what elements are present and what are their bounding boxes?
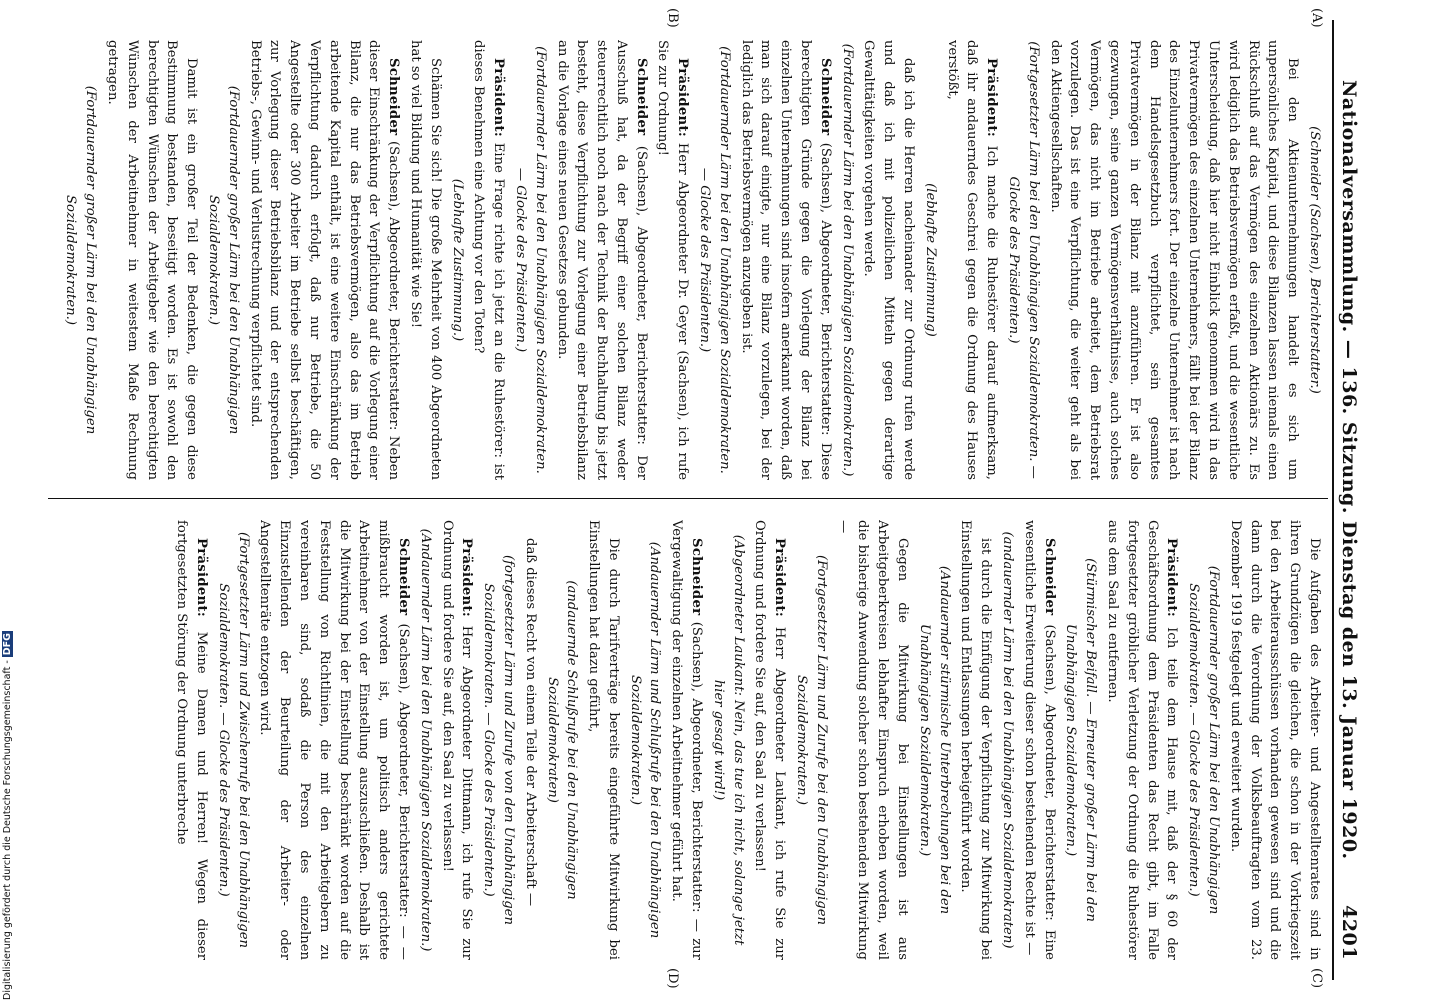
paragraph-text: (Fortgesetzter Lärm und Zurufe bei den Unabhängigen Sozialdemokraten.) — [794, 554, 829, 926]
stage-direction — [997, 520, 1017, 960]
paragraph-text: (Fortgesetzter Lärm und Zwischenrufe bei den Unabhängigen Sozialdemokraten. — Glocke des Präsidenten.) — [215, 531, 251, 949]
paragraph-text: daß ich die Herren nacheinander zur Ordnung rufen werde und daß ich mit polizeilichen Mitteln gegen derartige Gewalttätigkeiten vorgehen werde. — [861, 40, 917, 480]
speech-paragraph — [405, 40, 445, 480]
paragraph-text: Bei den Aktienunternehmungen handelt es sich um unpersönliches Kapital, und diese Bilanzen lassen niemals einen Rückschluß auf das Vermögen des einzelnen Aktionärs zu. Es wird lediglich das Betriebsvermögen erfaßt, und die wesentliche Unterscheidung, daß hier nicht Einblick genommen wird in das Privatvermögen des einzelnen Unternehmers, fällt bei der Bilanz des Einzelunternehmers fort. Der einzelne Unternehmer ist nach dem Handelsgesetzbuch verpflichtet, sein gesamtes Privatvermögen in der Bilanz mit anzuführen. Er ist also gezwungen, seine ganzen Vermögensverhältnisse, auch solches Vermögen, das nicht im Betriebe arbeitet, dem Betriebsrat vorzulegen. Das ist eine Verpflichtung, die weiter geht als bei den Aktiengesellschaften. — [1047, 40, 1301, 480]
speech-paragraph — [833, 520, 912, 960]
margin-marker-c: (C) — [1309, 968, 1324, 989]
stage-direction — [920, 40, 940, 480]
paragraph-text: (Fortgesetzter Lärm bei den Unabhängigen Sozialdemokraten. — Glocke des Präsidenten.) — [1006, 41, 1041, 479]
speech-paragraph — [1019, 520, 1059, 960]
paragraph-text: Herr Abgeordneter Dittmann, ich rufe Sie zur Ordnung und fordere Sie auf, den Saal zu verlassen! — [439, 520, 475, 960]
paragraph-text: (fortgesetzter Lärm und Zurufe von den Unabhängigen Sozialdemokraten. — Glocke des Präsidenten.) — [481, 555, 516, 925]
speech-paragraph — [956, 520, 996, 960]
paragraph-text: (Fortdauernder Lärm bei den Unabhängigen Sozialdemokraten.) — [839, 43, 855, 477]
stage-direction — [510, 40, 550, 480]
page-number: 4201 — [1338, 905, 1360, 960]
paragraph-text: Herr Abgeordneter Dr. Geyer (Sachsen), ich rufe Sie zur Ordnung! — [655, 40, 691, 480]
speaker-name: Präsident: — [459, 538, 475, 618]
speaker-name: Präsident: — [491, 58, 507, 138]
paragraph-text: (andauernde Schlußrufe bei den Unabhängigen Sozialdemokraten) — [544, 580, 580, 900]
speech-paragraph — [1225, 520, 1324, 960]
stage-direction — [1003, 40, 1043, 480]
paragraph-text: (lebhafte Zustimmung) — [922, 183, 938, 337]
speaker-name: Schneider — [1041, 538, 1057, 616]
speech-paragraph — [859, 40, 918, 480]
paragraph-text: (Sachsen), Abgeordneter, Berichterstatter: Diese berechtigten Gründe gegen die Vorlegung der Bilanz bei einzelnen Unternehmungen sind insofern anerkannt worden, daß man sich darauf einigte, nur eine Bilanz vorzulegen, bei der lediglich das Betriebsvermögen anzugeben ist. — [738, 40, 833, 480]
paragraph-text: (Sachsen), Abgeordneter, Berichterstatter: — — mißbraucht worden ist, um politisch anders gerichtete Arbeitnehmer von der Einstellung auszuschließen. Deshalb ist die Mitwirkung bei der Einstellung beschränkt worden auf die Feststellung von Richtlinien, die mit den Arbeitgebern zu vereinbaren sind, sodaß die Person des einzelnen Einzustellenden der Beurteilung der Arbeiter- oder Angestelltenräte entzogen wird. — [257, 520, 411, 960]
speech-paragraph — [750, 520, 790, 960]
paragraph-text: (Andauernder Lärm bei den Unabhängigen Sozialdemokraten.) — [417, 528, 433, 952]
speech-paragraph — [171, 520, 211, 960]
speech-paragraph — [667, 520, 707, 960]
digitization-footer — [2, 631, 14, 1000]
paragraph-text: Ich mache die Ruhestörer darauf aufmerksam, daß ihr andauerndes Geschrei gegen die Ordnung des Hauses verstößt, — [944, 40, 1000, 480]
dfg-logo: DFG — [2, 633, 13, 656]
speech-paragraph — [255, 520, 413, 960]
speech-paragraph — [469, 40, 509, 480]
stage-direction — [791, 520, 831, 960]
stage-direction — [625, 520, 665, 960]
speaker-name: Präsident: — [193, 538, 209, 618]
speaker-name: Schneider — [689, 538, 705, 616]
paragraph-text: (Sachsen), Abgeordneter, Berichterstatter: Der Ausschuß hat, da der Begriff einer solchen Bilanz weder steuerrechtlich noch nach der Technik der Buchhaltung bis jetzt besteht, diese Verpflichtung zur Vorlegung einer Betriebsbilanz an die Vorlage eines neuen Gesetzes gebunden. — [554, 40, 649, 480]
header-title: Nationalversammlung. — 136. Sitzung. Dienstag den 13. Januar 1920. — [1338, 80, 1360, 860]
stage-direction — [447, 40, 467, 480]
paragraph-text: (Fortdauernder großer Lärm bei den Unabhängigen Sozialdemokraten.) — [63, 85, 99, 435]
stage-direction — [914, 520, 954, 960]
speech-paragraph — [1045, 40, 1302, 480]
stage-direction — [542, 520, 582, 960]
paragraph-text: (Stürmischer Beifall. — Erneuter großer Lärm bei den Unabhängigen Sozialdemokraten.) — [1063, 558, 1099, 922]
speaker-name: Präsident: — [675, 58, 691, 138]
speaker-name: Präsident: — [1164, 538, 1180, 618]
speaker-name: Präsident: — [772, 538, 788, 618]
stage-direction — [708, 520, 748, 960]
margin-marker-d: (D) — [665, 968, 680, 989]
paragraph-text: (Abgeordneter Laukant: Nein, das tue ich nicht, solange jetzt hier gesagt wird!) — [710, 534, 746, 946]
paragraph-text: (Andauernder stürmische Unterbrechungen bei den Unabhängigen Sozialdemokraten.) — [916, 565, 952, 915]
speaker-name: Präsident: — [984, 58, 1000, 138]
paragraph-text: Die durch Tarifverträge bereits eingeführte Mitwirkung bei Einstellungen hat dazu geführt, — [586, 520, 621, 960]
column-divider — [48, 498, 1328, 499]
footer-text: Digitalisierung gefördert durch die Deutsche Forschungsgemeinschaft - — [2, 660, 13, 1000]
stage-direction — [415, 520, 435, 960]
margin-marker-a: (A) — [1309, 8, 1324, 28]
speaker-name: Schneider — [817, 58, 833, 136]
speech-paragraph — [1102, 520, 1181, 960]
paragraph-text: (Sachsen), Abgeordneter, Berichterstatter: Neben dieser Einschränkung der Verpflichtung auf die Vorlegung einer Bilanz, die nur das Betriebsvermögen, also das im Betrieb arbeitende Kapital enthält, ist eine weitere Einschränkung der Verpflichtung dadurch erfolgt, daß nur Betriebe, die 50 Angestellte oder 300 Arbeiter im Betriebe selbst beschäftigen, zur Vorlegung dieser Betriebsbilanz und der entsprechenden Betriebs-, Gewinn- und Verlustrechnung verpflichtet sind. — [247, 40, 402, 480]
margin-marker-b: (B) — [665, 8, 680, 28]
scanned-page — [10, 0, 1380, 1000]
page-header — [1332, 20, 1360, 980]
paragraph-text: Schämen Sie sich! Die große Mehrheit von 400 Abgeordneten hat so viel Bildung und Humanität wie Sie! — [407, 40, 443, 480]
speech-paragraph — [520, 520, 540, 960]
speaker-name: Schneider — [633, 58, 649, 136]
paragraph-text: (Fortdauernder großer Lärm bei den Unabhängigen Sozialdemokraten. — Glocke des Präsidenten.) — [1186, 565, 1222, 915]
right-text-column — [54, 520, 1324, 960]
paragraph-text: ist durch die Einfügung der Verpflichtung zur Mitwirkung bei Einstellungen und Entlassungen herbeigeführt worden. — [958, 520, 994, 960]
speaker-name: Schneider — [395, 538, 411, 616]
paragraph-text: (Schneider (Sachsen), Berichterstatter.) — [1307, 126, 1322, 394]
paragraph-text: Ich teile dem Hause mit, daß der § 60 der Geschäftsordnung dem Präsidenten das Recht gibt, im Falle fortgesetzter gröblicher Verletzung der Ordnung die Ruhestörer aus dem Saal zu entfernen. — [1105, 520, 1180, 960]
stage-direction — [478, 520, 518, 960]
stage-direction — [203, 40, 243, 480]
paragraph-text: (Sachsen), Abgeordneter, Berichterstatter: — zur Vergewaltigung der einzelnen Arbeitnehmer geführt hat. — [669, 520, 705, 960]
paragraph-text: Die Aufgaben des Arbeiter- und Angestelltenrates sind in ihren Grundzügen die gleichen, die schon in der Vorkriegszeit bei den Arbeiterausschüssen vorhanden gewesen sind und die dann durch die Verordnung der Volksbeauftragten vom 23. Dezember 1919 festgelegt und erweitert wurden. — [1227, 520, 1322, 960]
paragraph-text: (Fortdauernder Lärm bei den Unabhängigen Sozialdemokraten. — Glocke des Präsidenten.) — [697, 46, 732, 474]
stage-direction — [1304, 40, 1324, 480]
paragraph-text: Meine Damen und Herren! Wegen dieser fortgesetzten Störung der Ordnung unterbreche — [174, 520, 209, 960]
stage-direction — [61, 40, 101, 480]
speech-paragraph — [736, 40, 835, 480]
paragraph-text: Damit ist ein großer Teil der Bedenken, die gegen diese Bestimmung bestanden, beseitigt worden. Es ist sowohl den berechtigten Wünschen der Arbeitgeber wie den berechtigten Wünschen der Arbeitnehmer in weitestem Maße Rechnung getragen. — [104, 40, 200, 480]
stage-direction — [213, 520, 253, 960]
paragraph-text: (Sachsen), Abgeordneter, Berichterstatter: Eine wesentliche Erweiterung dieser schon bestehenden Rechte ist — — [1021, 520, 1057, 960]
speech-paragraph — [942, 40, 1001, 480]
left-text-column — [54, 40, 1324, 480]
stage-direction — [837, 40, 857, 480]
paragraph-text: Herr Abgeordneter Laukant, ich rufe Sie zur Ordnung und fordere Sie auf, den Saal zu verlassen! — [752, 520, 788, 960]
paragraph-text: (Fortdauernder Lärm bei den Unabhängigen Sozialdemokraten. — Glocke des Präsidenten.) — [512, 46, 548, 474]
stage-direction — [1183, 520, 1223, 960]
speech-paragraph — [653, 40, 693, 480]
paragraph-text: (Fortdauernder großer Lärm bei den Unabhängigen Sozialdemokraten.) — [205, 85, 241, 435]
paragraph-text: (Andauernder Lärm und Schlußrufe bei den Unabhängigen Sozialdemokraten.) — [627, 541, 663, 939]
speaker-name: Schneider — [386, 58, 402, 136]
speech-paragraph — [245, 40, 403, 480]
speech-paragraph — [552, 40, 651, 480]
paragraph-text: (andauernder Lärm bei den Unabhängigen Sozialdemokraten) — [1000, 531, 1016, 949]
speech-paragraph — [437, 520, 477, 960]
paragraph-text: (Lebhafte Zustimmung.) — [449, 178, 465, 342]
paragraph-text: Gegen die Mitwirkung bei Einstellungen ist aus Arbeitgeberkreisen lebhafter Einspruch erhoben worden, weil die bisherige Anwendung solcher schon bestehenden Mitwirkung — — [835, 520, 911, 960]
speech-paragraph — [102, 40, 201, 480]
stage-direction — [1061, 520, 1101, 960]
paragraph-text: daß dieses Recht von einem Teile der Arbeiterschaft — — [522, 538, 538, 907]
paragraph-text: Eine Frage richte ich jetzt an die Ruhestörer: ist dieses Benehmen eine Achtung vor den Toten? — [471, 40, 507, 480]
speech-paragraph — [583, 520, 623, 960]
stage-direction — [694, 40, 734, 480]
